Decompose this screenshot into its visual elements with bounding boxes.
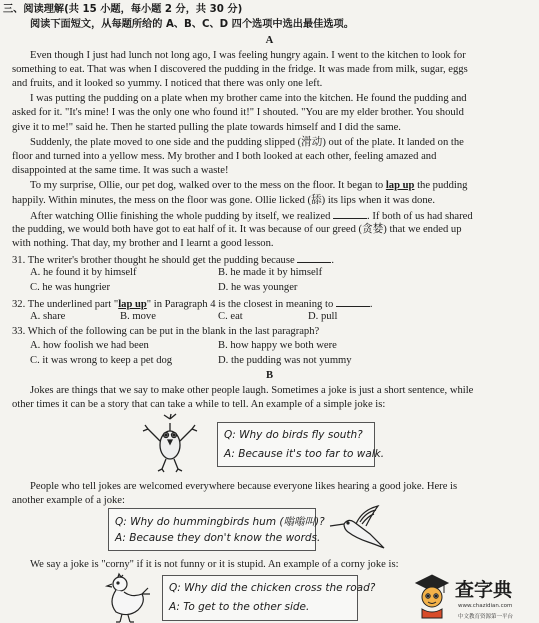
- passage-a-line: with nothing. That day, my brother and I learnt a good lesson.: [12, 238, 274, 249]
- lap-up-underlined: lap up: [385, 180, 415, 191]
- passage-a-text: After watching Ollie finishing the whole pudding by itself, we realized: [30, 211, 331, 222]
- passage-a-line: [30, 180, 467, 192]
- passage-a-text: . If both of us had shared: [367, 211, 473, 222]
- watermark-url: www.chazidian.com: [458, 603, 513, 609]
- hummingbird-icon: [326, 504, 388, 556]
- passage-a-text: To my surprise, Ollie, our pet dog, walked over to the mess on the floor. It began to: [30, 180, 384, 191]
- section-instructions: 阅读下面短文，从每题所给的 A、B、C、D 四个选项中选出最佳选项。: [30, 19, 354, 30]
- question-31: [12, 253, 334, 267]
- passage-b-line: Jokes are things that we say to make other people laugh. Sometimes a joke is just a short sentence, while: [30, 385, 474, 396]
- option-33-d[interactable]: D. the pudding was not yummy: [218, 355, 352, 366]
- answer-blank: [333, 209, 367, 219]
- passage-a-line: happily. Within minutes, the mess on the floor was gone. Ollie licked (舔) its lips when it was done.: [12, 195, 435, 206]
- section-header: 三、阅读理解(共 15 小题，每小题 2 分，共 30 分): [3, 4, 243, 15]
- joke-answer: A: Because it's too far to walk.: [224, 448, 385, 460]
- passage-a-line: [30, 209, 473, 223]
- question-text: 32. The underlined part ": [12, 299, 119, 310]
- joke-question: Q: Why did the chicken cross the road?: [169, 582, 376, 594]
- question-text: .: [331, 255, 334, 266]
- question-text: 31. The writer's brother thought he should get the pudding because: [12, 255, 295, 266]
- question-text: .: [369, 299, 373, 310]
- passage-a-line: the pudding, we would both have got to eat half of it. It was because of our greed (贪婪) that we ended up: [12, 224, 462, 235]
- joke-answer: A: Because they don't know the words.: [115, 532, 321, 544]
- passage-a-line: and fruits, and it looked so yummy. I noticed that there was only one left.: [12, 78, 323, 89]
- lap-up-underlined: lap up: [118, 299, 147, 310]
- passage-b-line: We say a joke is "corny" if it is not funny or it is stupid. An example of a corny joke is:: [30, 559, 399, 570]
- question-32: [12, 297, 373, 311]
- joke-box-1: [217, 422, 385, 467]
- passage-a-line: Even though I just had lunch not long ago, I was feeling hungry again. I went to the kitchen to look for: [30, 50, 466, 61]
- watermark-tagline: 中文教育资源第一平台: [458, 614, 514, 620]
- joke-box-3: [162, 575, 376, 621]
- joke-answer: A: To get to the other side.: [169, 601, 310, 613]
- option-31-a[interactable]: A. he found it by himself: [30, 267, 137, 278]
- passage-a-line: disappointed at the same time. It was such a waste!: [12, 165, 229, 176]
- option-32-b[interactable]: B. move: [120, 311, 156, 322]
- joke-question: Q: Why do birds fly south?: [224, 429, 363, 441]
- option-33-c[interactable]: C. it was wrong to keep a pet dog: [30, 355, 173, 366]
- answer-blank: [297, 253, 331, 263]
- option-31-c[interactable]: C. he was hungrier: [30, 282, 111, 293]
- passage-b-label: B: [265, 370, 274, 381]
- option-33-b[interactable]: B. how happy we both were: [218, 340, 337, 351]
- passage-a-text: the pudding: [417, 180, 468, 191]
- bird-icon: [140, 413, 200, 475]
- passage-b-line: other times it can be a story that can take a while to tell. An example of a simple joke is:: [12, 399, 386, 410]
- option-32-c[interactable]: C. eat: [218, 311, 243, 322]
- passage-a-line: floor and turned into a yellow mess. My brother and I both looked at each other, feeling amazed and: [12, 151, 437, 162]
- passage-a-line: give it to me!" said he. Then he started pulling the plate towards himself and I did the same.: [12, 122, 401, 133]
- passage-a-label: A: [265, 35, 274, 46]
- passage-a-line: Suddenly, the plate moved to one side and the pudding slipped (滑动) out of the plate. It landed on the: [30, 137, 464, 148]
- joke-question: Q: Why do hummingbirds hum (嗡嗡叫)?: [115, 516, 325, 528]
- joke-box-2: [108, 508, 325, 551]
- option-32-d[interactable]: D. pull: [308, 311, 338, 322]
- chicken-icon: [98, 572, 154, 623]
- question-text: " in Paragraph 4 is the closest in meaning to: [146, 299, 334, 310]
- question-33: 33. Which of the following can be put in the blank in the last paragraph?: [12, 326, 320, 337]
- passage-a-line: something to eat. That was when I discovered the pudding in the fridge. It was made from milk, sugar, eggs: [12, 64, 468, 75]
- option-31-d[interactable]: D. he was younger: [218, 282, 298, 293]
- graduate-mascot-icon: [412, 571, 452, 619]
- option-31-b[interactable]: B. he made it by himself: [218, 267, 323, 278]
- answer-blank: [336, 297, 370, 307]
- watermark-brand: 查字典: [455, 579, 513, 601]
- passage-b-line: another example of a joke:: [12, 495, 125, 506]
- passage-a-line: asked for it. "It's mine! I was the only one who found it!" I shouted. "You are my elder brother. You should: [12, 107, 464, 118]
- option-32-a[interactable]: A. share: [30, 311, 66, 322]
- passage-b-line: People who tell jokes are welcomed everywhere because everyone likes hearing a good joke. Here is: [30, 481, 458, 492]
- passage-a-line: I was putting the pudding on a plate when my brother came into the kitchen. He found the pudding and: [30, 93, 467, 104]
- option-33-a[interactable]: A. how foolish we had been: [30, 340, 149, 351]
